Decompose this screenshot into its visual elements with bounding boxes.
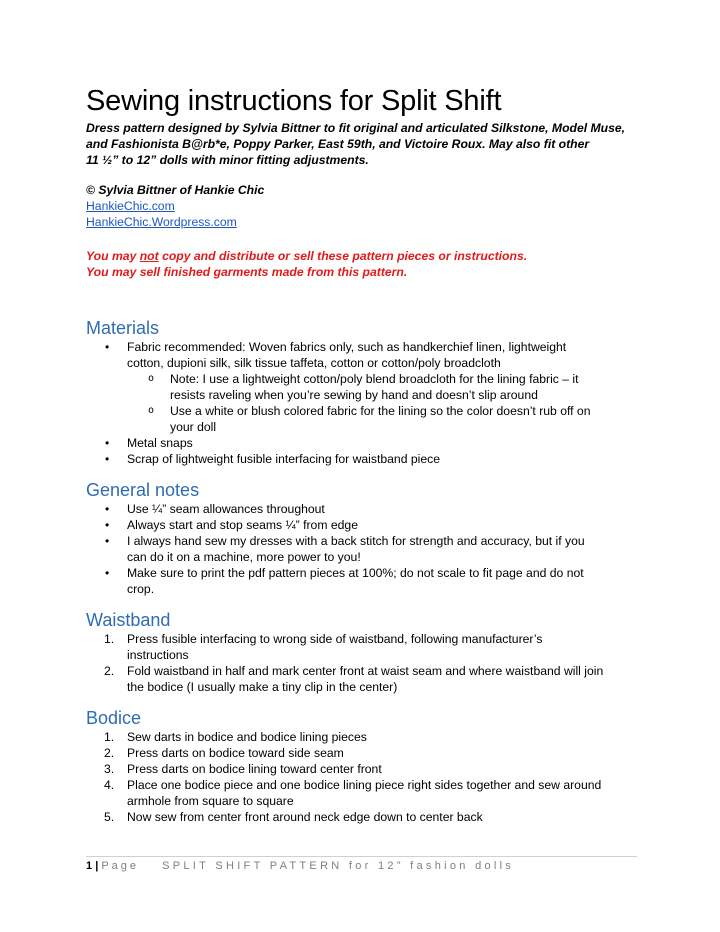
sub-list-item xyxy=(86,371,641,403)
list-item xyxy=(86,565,641,597)
list-item xyxy=(86,517,641,533)
waistband-section xyxy=(86,609,641,695)
list-item-line: cotton, dupioni silk, silk tissue taffeta, cotton or cotton/poly broadcloth xyxy=(127,356,501,370)
list-item-line: o Use a white or blush colored fabric for the lining so the color doesn’t rub off on xyxy=(170,404,591,418)
list-item-line: armhole from square to square xyxy=(127,794,294,808)
list-item-line: instructions xyxy=(127,648,189,662)
list-item-line: Fold waistband in half and mark center front at waist seam and where waistband will join xyxy=(127,664,604,678)
list-item-line: Sew darts in bodice and bodice lining pieces xyxy=(127,730,367,744)
step-number: 4. xyxy=(104,778,115,792)
materials-list xyxy=(86,339,641,371)
subtitle-line: Dress pattern designed by Sylvia Bittner to fit original and articulated Silkstone, Model Muse, xyxy=(86,121,626,135)
materials-section xyxy=(86,317,641,467)
warning-line-1 xyxy=(86,248,641,264)
warning-post: copy and distribute or sell these pattern pieces or instructions. xyxy=(158,249,528,263)
footer-separator: | xyxy=(95,860,99,872)
sub-list-item xyxy=(86,403,641,435)
list-item-line: • Always start and stop seams ¼” from edge xyxy=(127,518,358,532)
list-item-line: • I always hand sew my dresses with a back stitch for strength and accuracy, but if you xyxy=(127,534,585,548)
materials-list-continued xyxy=(86,435,641,467)
list-item-line: crop. xyxy=(127,582,155,596)
wordpress-link[interactable]: HankieChic.Wordpress.com xyxy=(86,215,237,229)
list-item-line: Press fusible interfacing to wrong side of waistband, following manufacturer’s xyxy=(127,632,543,646)
general-notes-list xyxy=(86,501,641,597)
list-item: • Metal snaps xyxy=(86,435,641,451)
list-item-line: Press darts on bodice lining toward center front xyxy=(127,762,382,776)
list-item xyxy=(86,663,641,695)
list-item xyxy=(86,501,641,517)
list-item xyxy=(86,745,641,761)
list-item xyxy=(86,729,641,745)
list-item-line: Press darts on bodice toward side seam xyxy=(127,746,344,760)
list-item xyxy=(86,631,641,663)
list-item-line: Place one bodice piece and one bodice lining piece right sides together and sew around xyxy=(127,778,602,792)
list-item xyxy=(86,809,641,825)
materials-sublist xyxy=(86,371,641,435)
list-item xyxy=(86,533,641,565)
page-number: 1 xyxy=(86,860,93,872)
bodice-heading: Bodice xyxy=(86,708,142,728)
list-item-line: resists raveling when you’re sewing by hand and doesn’t slip around xyxy=(170,388,538,402)
subtitle-line: 11 ½” to 12” dolls with minor fitting adjustments. xyxy=(86,153,369,167)
step-number: 1. xyxy=(104,632,115,646)
step-number: 1. xyxy=(104,730,115,744)
list-item-line: • Fabric recommended: Woven fabrics only, such as handkerchief linen, lightweight xyxy=(127,340,567,354)
list-item-line: o Note: I use a lightweight cotton/poly blend broadcloth for the lining fabric – it xyxy=(170,372,579,386)
list-item-line: can do it on a machine, more power to you! xyxy=(127,550,361,564)
step-number: 5. xyxy=(104,810,115,824)
materials-heading: Materials xyxy=(86,318,160,338)
list-item xyxy=(86,761,641,777)
warning-line-2: You may sell finished garments made from this pattern. xyxy=(86,265,408,279)
document-page xyxy=(86,82,641,825)
list-item xyxy=(86,777,641,809)
copyright-warning xyxy=(86,248,641,280)
list-item xyxy=(86,339,641,371)
general-notes-heading: General notes xyxy=(86,480,200,500)
page-footer xyxy=(86,856,637,873)
page-label: Page xyxy=(101,860,140,872)
subtitle-line: and Fashionista B@rb*e, Poppy Parker, East 59th, and Victoire Roux. May also fit other xyxy=(86,137,590,151)
step-number: 3. xyxy=(104,762,115,776)
waistband-heading: Waistband xyxy=(86,610,171,630)
warning-pre: You may xyxy=(86,249,140,263)
hankiechic-link[interactable]: HankieChic.com xyxy=(86,199,175,213)
list-item-line: the bodice (I usually make a tiny clip in the center) xyxy=(127,680,398,694)
step-number: 2. xyxy=(104,746,115,760)
list-item-line: your doll xyxy=(170,420,217,434)
list-item-line: Now sew from center front around neck edge down to center back xyxy=(127,810,483,824)
waistband-steps xyxy=(86,631,641,695)
list-item: • Scrap of lightweight fusible interfacing for waistband piece xyxy=(86,451,641,467)
list-item-line: • Use ¼” seam allowances throughout xyxy=(127,502,325,516)
footer-title: SPLIT SHIFT PATTERN for 12” fashion dolls xyxy=(162,860,515,872)
step-number: 2. xyxy=(104,664,115,678)
copyright: © Sylvia Bittner of Hankie Chic xyxy=(86,183,265,197)
general-notes-section xyxy=(86,479,641,597)
bodice-steps xyxy=(86,729,641,825)
list-item-line: • Make sure to print the pdf pattern pieces at 100%; do not scale to fit page and do not xyxy=(127,566,584,580)
bodice-section xyxy=(86,707,641,825)
warning-not: not xyxy=(139,249,159,263)
document-title: Sewing instructions for Split Shift xyxy=(86,85,502,117)
subtitle xyxy=(86,120,641,168)
